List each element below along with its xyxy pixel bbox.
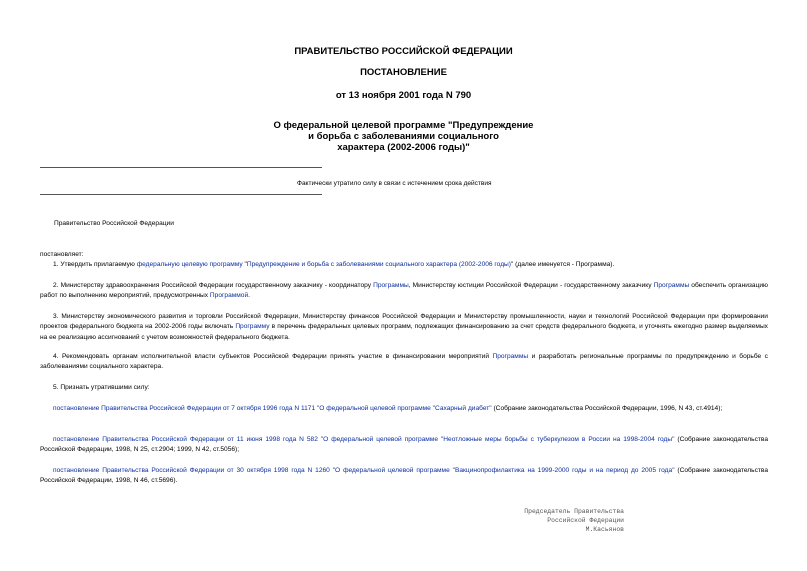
repealed-item: постановление Правительства Российской Федерации от 7 октября 1996 года N 1171 "О федеральной целевой программе "Сахарный диабет" (Собрание законодательства Российской Федерации, 1996, N 43, ст.4914); [53, 405, 723, 412]
program-link[interactable]: Программы [373, 282, 409, 289]
title-line: характера (2002-2006 годы)" [337, 142, 470, 153]
decree-word: постановляет: [40, 251, 84, 258]
title-line: О федеральной целевой программе "Предупреждение [273, 120, 534, 131]
top-divider [40, 167, 322, 168]
intro-text: Правительство Российской Федерации [54, 220, 174, 227]
signature-line: Российской Федерации [547, 516, 624, 524]
bottom-divider [40, 194, 322, 195]
program-title-link[interactable]: Предупреждение и борьба с заболеваниями социального характера (2002-2006 годы) [246, 261, 511, 268]
document-type: ПОСТАНОВЛЕНИЕ [360, 67, 447, 78]
paragraph-3: 3. Министерству экономического развития и торговли Российской Федерации, Министерству финансов Российской Федерации и Министерству промышленности, науки и технологий Российской Федерации при формировании проектов федерального бюджета на 2002-2006 годы включать Программу в перечень федеральных целевых программ, подлежащих финансированию за счет средств федерального бюджета, и уточнять ежегодно размер выделяемых на ее реализацию ассигнований с учетом возможностей федерального бюджета. [40, 313, 768, 341]
repealed-item: постановление Правительства Российской Федерации от 11 июня 1998 года N 582 "О федеральной целевой программе "Неотложные меры борьбы с туберкулезом в России на 1998-2004 годы" (Собрание законодательства Российской Федерации, 1998, N 25, ст.2904; 1999, N 42, ст.5056); [40, 436, 768, 454]
signature-block [520, 508, 624, 534]
program-link[interactable]: Программой [209, 292, 249, 300]
signature-name: М.Касьянов [585, 525, 624, 533]
program-link[interactable]: Программы [653, 282, 690, 289]
repealed-item: постановление Правительства Российской Федерации от 30 октября 1998 года N 1260 "О федеральной целевой программе "Вакцинопрофилактика на 1999-2000 годы и на период до 2005 года" (Собрание законодательства Российской Федерации, 1998, N 46, ст.5696). [40, 467, 768, 485]
signature-line: Председатель Правительства [524, 508, 624, 515]
repealed-decree-link[interactable]: постановление Правительства Российской Федерации от 11 июня 1998 года N 582 "О федеральной целевой программе "Неотложные меры борьбы с туберкулезом в России на 1998-2004 годы" [53, 436, 675, 443]
title-line: и борьба с заболеваниями социального [308, 131, 499, 142]
program-link[interactable]: федеральную целевую программу [136, 261, 243, 268]
repealed-decree-link[interactable]: постановление Правительства Российской Федерации от 7 октября 1996 года N 1171 "О федеральной целевой программе "Сахарный диабет" [53, 405, 492, 412]
status-note: Фактически утратило силу в связи с истечением срока действия [297, 180, 492, 187]
paragraph-4: 4. Рекомендовать органам исполнительной власти субъектов Российской Федерации принять участие в финансировании мероприятий Программы и разработать региональные программы по предупреждению и борьбе с заболеваниями социального характера. [40, 353, 768, 371]
document-title [0, 120, 807, 153]
paragraph-2: 2. Министерству здравоохранения Российской Федерации государственному заказчику - координатору Программы, Министерству юстиции Российской Федерации - государственному заказчику Программы обеспечить организацию работ по выполнению мероприятий, предусмотренных Программой. [40, 282, 768, 300]
paragraph-5: 5. Признать утратившими силу: [53, 384, 150, 391]
document-date-number: от 13 ноября 2001 года N 790 [335, 90, 472, 101]
program-link[interactable]: Программы [492, 353, 529, 360]
repealed-decree-link[interactable]: постановление Правительства Российской Федерации от 30 октября 1998 года N 1260 "О федеральной целевой программе "Вакцинопрофилактика на 1999-2000 годы и на период до 2005 года" [53, 467, 675, 474]
paragraph-1: 1. Утвердить прилагаемую федеральную целевую программу "Предупреждение и борьба с заболеваниями социального характера (2002-2006 годы)" (далее именуется - Программа). [53, 261, 615, 268]
government-heading: ПРАВИТЕЛЬСТВО РОССИЙСКОЙ ФЕДЕРАЦИИ [294, 46, 513, 57]
program-link[interactable]: Программу [235, 323, 270, 331]
